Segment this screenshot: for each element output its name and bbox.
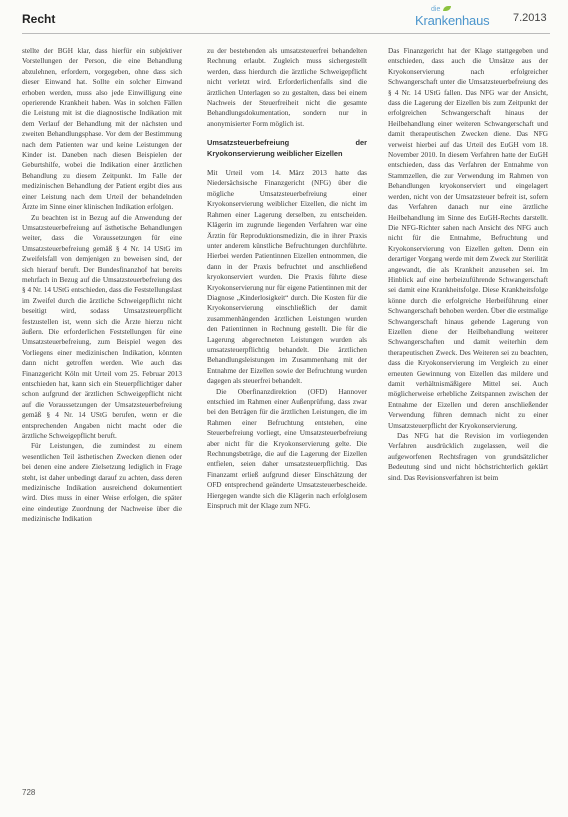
paragraph: stellte der BGH klar, dass hierfür ein subjektiver Vorstellungen der Person, die eine Behandlung abzulehnen, erfordern, vorgegeben, ohne dass sich dieser Einwand hat. Sollte ein solcher Einwand erhoben werden, muss also jede Einwilligung eine operierende Krankheit haben. Was in solchen Fällen die Leistung mit ist die diagnostische Indikation mit dem Verlauf der Behandlung mit der nächsten und zweiten Behandlungsphase. Vor dem der Bestimmung nach dem Patienten war und keine Leistungen der Kinder ist. Daneben nach diesen Beispielen der Geburtshilfe, wobei die Indikation einer ärztlichen Behandlung zu diesem Zeitpunkt. Im Falle der medizinischen Behandlung der Patient ergibt dies aus einer Leistung nach dem Urteil der behandelnden Ärzte im Sinne einer klinischen Indikation erfolgen. bbox=[22, 47, 182, 212]
journal-logo bbox=[411, 6, 491, 32]
page-number: 728 bbox=[22, 788, 36, 797]
paragraph: Mit Urteil vom 14. März 2013 hatte das Niedersächsische Finanzgericht (NFG) über die mögliche Umsatzsteuerbefreiung einer Kryokonservierung weiblicher Eizellen, die nicht im Rahmen einer Lagerung derselben, zu entscheiden. Klägerin im zugrunde liegenden Verfahren war eine Ärztin für Reproduktionsmedizin, die in ihrer Praxis unter anderem künstliche Befruchtungen durchführte. Hierbei werden Patientinnen Eizellen entnommen, die dann in der Praxis befruchtet und anschließend kryokonserviert wurden. Die Praxis führte diese Kryokonservierung nur für eigene Patientinnen mit der Diagnose „Kinderlosigkeit“ durch. Die Kosten für die Kryokonservierung einschließlich der damit zusammenhängenden ärztlichen Leistungen wurden den Patientinnen in Rechnung gestellt. Die für die Lagerung abgerechneten Leistungen wurden als umsatzsteuerpflichtig behandelt. Die ärztlichen Behandlungsleistungen im Zusammenhang mit der Entnahme der Eizellen sowie der Befruchtung wurden dagegen als steuerfrei behandelt. bbox=[207, 169, 367, 386]
paragraph: Zu beachten ist in Bezug auf die Anwendung der Umsatzsteuerbefreiung auf ästhetische Behandlungen weiter, dass die Voraussetzungen für eine Umsatzsteuerbefreiung gemäß § 4 Nr. 14 UStG im Zweifelsfall von demjenigen zu beweisen sind, der sich hierauf beruft. Der Bundesfinanzhof hat bereits mehrfach in Bezug auf die Umsatzsteuerbefreiung des § 4 Nr. 14 UStG entschieden, dass die Feststellungslast im Zweifel durch die ärztliche Schweigepflicht nicht beseitigt wird, sodass Umsatzsteuerpflicht festzustellen ist, wenn sich die Ärzte hierzu nicht äußern. Die erforderlichen Feststellungen für eine Umsatzsteuerbefreiung, zum Beispiel wegen des Vorliegens einer medizinischen Indikation, könnten dann nicht getroffen werden. Wie auch das Finanzgericht Köln mit Urteil vom 25. Februar 2013 entschieden hat, kann sich ein Steuerpflichtiger daher schon aufgrund der ärztlichen Schweigepflicht nicht auf die Voraussetzungen der Umsatzsteuerbefreiung gemäß § 4 Nr. 14 UStG berufen, wenn er die entsprechenden Angaben nicht macht oder die ärztliche Schweigepflicht beruft. bbox=[22, 213, 182, 441]
issue-number: 7.2013 bbox=[513, 12, 547, 24]
paragraph: Das Finanzgericht hat der Klage stattgegeben und entschieden, dass auch die Umsätze aus der Kryokonservierung nach erfolgreicher Schwangerschaft unter die Umsatzsteuerbefreiung des § 4 Nr. 14 UStG fallen. Das NFG war der Ansicht, dass die Lagerung der Eizellen bis zum Zeitpunkt der erfolgreichen Schwangerschaft hinaus der Heilbehandlung einer weiteren Schwangerschaft und damit therapeutischen Zwecken diene. Das NFG verweist hierbei auf das Urteil des EuGH vom 18. November 2010. In diesem Verfahren hatte der EuGH entschieden, dass das Verfahren der Entnahme von Stammzellen, die zur Verwendung im Rahmen von Behandlungen kryokonserviert und eingelagert werden, nicht von der Umsatzsteuer befreit ist, sofern das Verfahren danach nur eine ärztliche Heilbehandlung im Sinne des EuGH-Rechts darstellt. Die NFG-Richter sahen nach Ansicht des NFG auch nicht für die Entnahme, Befruchtung und Kryokonservierung von Eizellen gelten. Denn ein derartiger Vorgang werde mit dem Zweck zur Sterilität angewandt, die als Krankheit anzusehen sei. Im Hinblick auf eine herbeizuführende Schwangerschaft sei damit eine Krankheitsfolge. Diese Krankheitsfolge könne durch die erfolgreiche Herbeiführung einer Schwangerschaft behoben werden. Über die erstmalige Schwangerschaft hinaus gehende Lagerung von Eizellen diene der Heilbehandlung weiterer Schwangerschaften und damit weiterhin dem therapeutischen Zweck. Des Weiteren sei zu beachten, dass die Kryokonservierung im Vergleich zu einer erneuten Gewinnung von Eizellen das mildere und damit verhältnismäßigere Mittel sei. Auch möglicherweise erhebliche Zeitspannen zwischen der Entnahme der Eizellen und deren anschließender Verwendung führen demnach nicht zu einer Umsatzsteuerpflicht der Kryokonservierung. bbox=[388, 47, 548, 430]
logo-die-text: die bbox=[431, 6, 441, 13]
text-column-3 bbox=[388, 46, 548, 483]
paragraph: zu der bestehenden als umsatzsteuerfrei behandelten Rechnung erlaubt. Zugleich muss sichergestellt werden, dass hierdurch die ärztliche Schweigepflicht nicht verletzt wird. Erforderlichenfalls sind die ärztlichen Unterlagen so zu gestalten, dass bei einem Nachweis der Steuerfreiheit nicht die gesamte Behandlungsdokumentation, sondern nur in anonymisierter Form möglich ist. bbox=[207, 47, 367, 128]
text-column-1 bbox=[22, 46, 182, 525]
section-title: Recht bbox=[22, 12, 56, 26]
logo-leaf-icon bbox=[443, 6, 451, 11]
logo-name-text: Krankenhaus bbox=[415, 13, 490, 28]
paragraph: Das NFG hat die Revision im vorliegenden Verfahren ausdrücklich zugelassen, weil die aufgeworfenen Rechtsfragen von grundsätzlicher Bedeutung sind und nicht höchstrichterlich geklärt sind. Das Revisionsverfahren ist beim bbox=[388, 432, 548, 482]
text-column-2 bbox=[207, 46, 367, 511]
paragraph: Für Leistungen, die zumindest zu einem wesentlichen Teil ästhetischen Zwecken dienen oder bei denen eine andere Zielsetzung lediglich in Frage steht, ist daher unbedingt darauf zu achten, dass deren medizinische Indikation ausreichend dokumentiert wird. Dies muss in einer Weise erfolgen, die später eine eindeutige Zuordnung der Nachweise über die medizinische Indikation bbox=[22, 442, 182, 524]
paragraph: Die Oberfinanzdirektion (OFD) Hannover entschied im Rahmen einer Außenprüfung, dass zwar bei den Beträgen für die ärztlichen Leistungen, die im Rahmen einer Befruchtung entstehen, eine Steuerbefreiung vorliegt, eine Umsatzsteuerbefreiung aber nicht für die Kryokonservierung gelte. Die Rechnungsbeträge, die auf die Lagerung der Eizellen entfielen, seien daher umsatzsteuerpflichtig. Das Finanzamt erließ aufgrund dieser Einschätzung der OFD entsprechend geänderte Umsatzsteuerbescheide. Hiergegen wandte sich die Klägerin nach erfolglosem Einspruch mit der Klage zum NFG. bbox=[207, 387, 367, 511]
page-header bbox=[0, 0, 568, 40]
header-divider bbox=[22, 33, 550, 34]
subheading: Umsatzsteuerbefreiung der Kryokonservierung weiblicher Eizellen bbox=[207, 138, 367, 158]
